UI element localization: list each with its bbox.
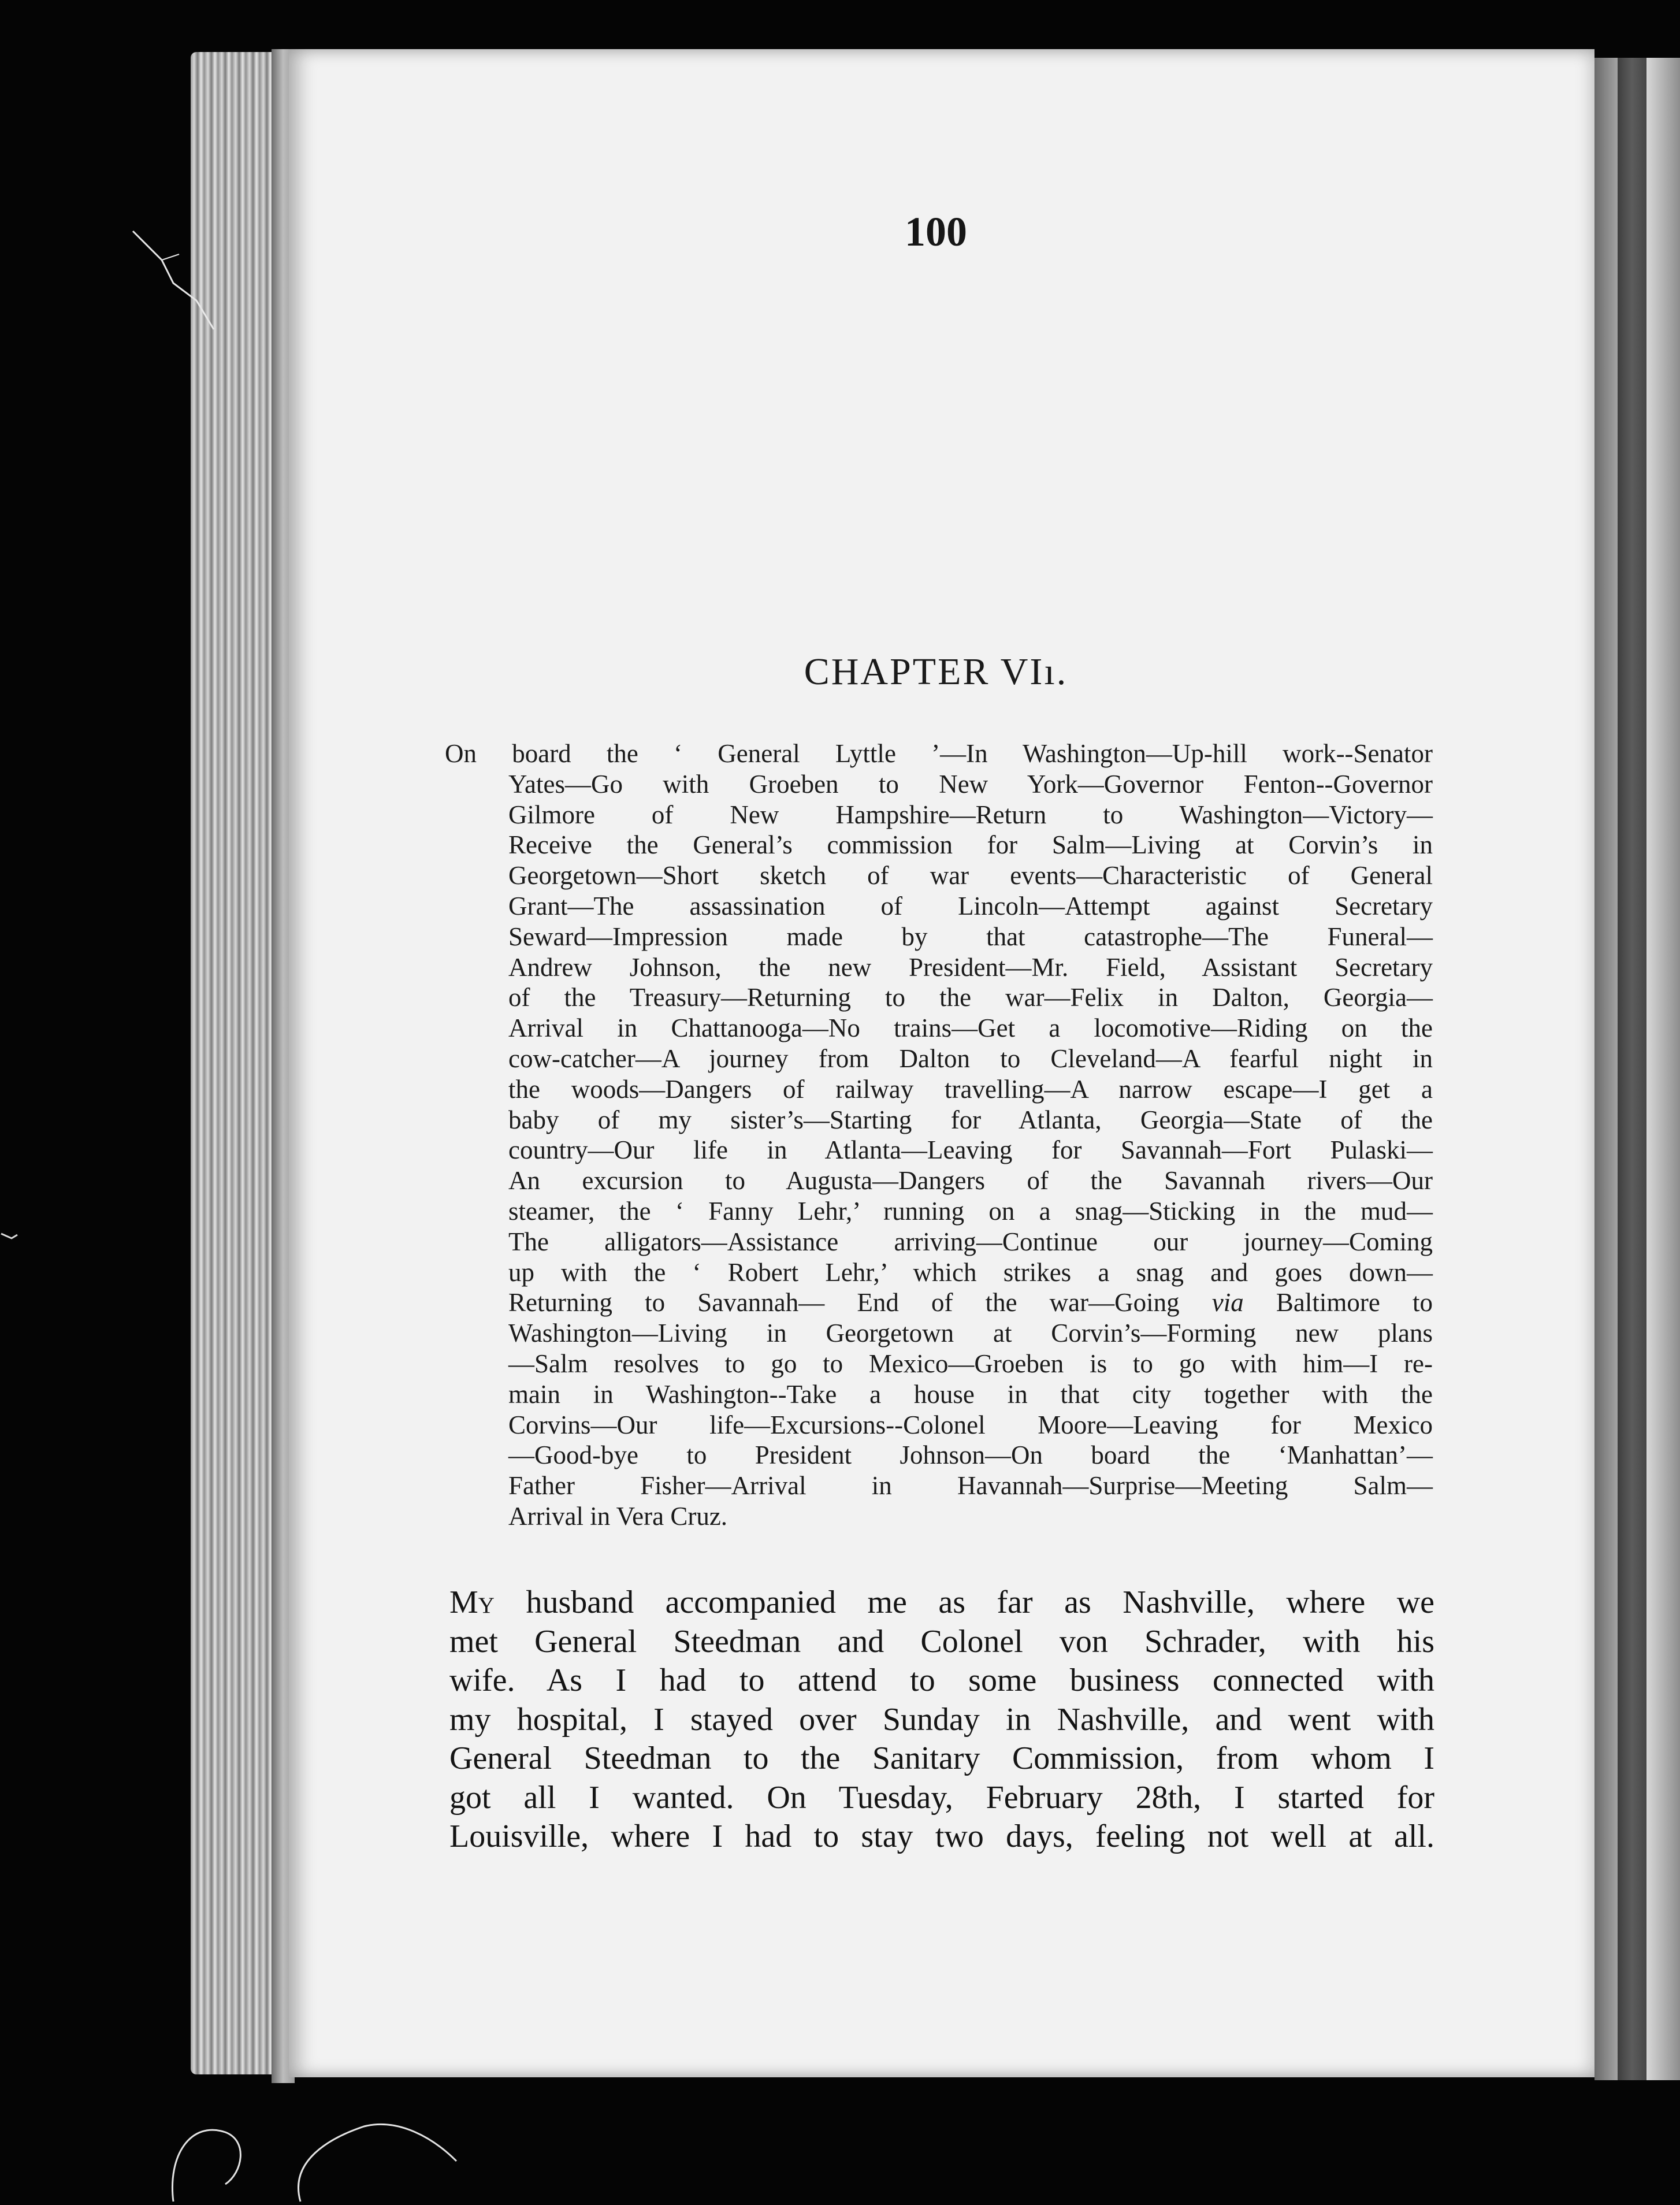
synopsis-line: up with the ‘ Robert Lehr,’ which strikes a snag and goes down—	[508, 1257, 1433, 1287]
synopsis-line: of the Treasury—Returning to the war—Felix in Dalton, Georgia—	[508, 983, 1433, 1012]
synopsis-line: —Salm resolves to go to Mexico—Groeben is to go with him—I re-	[508, 1349, 1433, 1378]
synopsis-line: Georgetown—Short sketch of war events—Characteristic of General	[508, 861, 1433, 890]
synopsis-line: country—Our life in Atlanta—Leaving for Savannah—Fort Pulaski—	[508, 1135, 1433, 1165]
synopsis-line: Father Fisher—Arrival in Havannah—Surprise—Meeting Salm—	[508, 1471, 1433, 1501]
chapter-synopsis	[445, 738, 1433, 1532]
chapter-title: CHAPTER VIı.	[804, 651, 1068, 693]
synopsis-line: Yates—Go with Groeben to New York—Governor Fenton--Governor	[508, 769, 1433, 799]
synopsis-line: Corvins—Our life—Excursions--Colonel Moore—Leaving for Mexico	[508, 1410, 1433, 1439]
synopsis-line: baby of my sister’s—Starting for Atlanta, Georgia—State of the	[508, 1105, 1433, 1134]
synopsis-line: Seward—Impression made by that catastrophe—The Funeral—	[508, 922, 1433, 951]
synopsis-line: main in Washington--Take a house in that city together with the	[508, 1379, 1433, 1409]
body-first-line-text: husband accompanied me as far as Nashville, where we	[494, 1584, 1434, 1620]
scan-speck-left	[0, 1228, 23, 1245]
synopsis-line: The alligators—Assistance arriving—Continue our journey—Coming	[508, 1227, 1433, 1256]
synopsis-line: —Good-bye to President Johnson—On board the ‘Manhattan’—	[508, 1441, 1433, 1470]
synopsis-line: Receive the General’s commission for Salm—Living at Corvin’s in	[508, 830, 1433, 860]
body-paragraph	[449, 1583, 1434, 1857]
page-number: 100	[905, 209, 967, 255]
body-line: Louisville, where I had to stay two days, feeling not well at all.	[449, 1818, 1434, 1854]
synopsis-line: Returning to Savannah— End of the war—Going via Baltimore to	[508, 1288, 1433, 1317]
body-line	[449, 1583, 1434, 1623]
synopsis-line: Arrival in Vera Cruz.	[508, 1501, 728, 1531]
gutter-shadow	[1618, 58, 1646, 2080]
body-line: my hospital, I stayed over Sunday in Nashville, and went with	[449, 1701, 1434, 1738]
synopsis-line: cow-catcher—A journey from Dalton to Cleveland—A fearful night in	[508, 1044, 1433, 1073]
body-line: wife. As I had to attend to some business connected with	[449, 1662, 1434, 1698]
synopsis-line: the woods—Dangers of railway travelling—A narrow escape—I get a	[508, 1074, 1433, 1104]
body-line: General Steedman to the Sanitary Commission, from whom I	[449, 1740, 1434, 1776]
body-opening-word: My	[449, 1584, 495, 1620]
synopsis-line: Arrival in Chattanooga—No trains—Get a locomotive—Riding on the	[508, 1014, 1433, 1043]
italic-word: via	[1211, 1288, 1244, 1317]
synopsis-line: Grant—The assassination of Lincoln—Attempt against Secretary	[508, 891, 1433, 920]
synopsis-line: On board the ‘ General Lyttle ’—In Washington—Up-hill work--Senator	[445, 739, 1433, 768]
body-line: got all I wanted. On Tuesday, February 28th, I started for	[449, 1779, 1434, 1816]
scan-scratch-top-left	[127, 220, 243, 335]
scan-scratch-bottom	[156, 2069, 480, 2205]
synopsis-line: Gilmore of New Hampshire—Return to Washington—Victory—	[508, 800, 1433, 829]
body-line: met General Steedman and Colonel von Schrader, with his	[449, 1623, 1434, 1660]
synopsis-line: An excursion to Augusta—Dangers of the Savannah rivers—Our	[508, 1166, 1433, 1196]
synopsis-line: Washington—Living in Georgetown at Corvin’s—Forming new plans	[508, 1319, 1433, 1348]
synopsis-line: steamer, the ‘ Fanny Lehr,’ running on a snag—Sticking in the mud—	[508, 1196, 1433, 1226]
synopsis-line: Andrew Johnson, the new President—Mr. Field, Assistant Secretary	[508, 952, 1433, 982]
